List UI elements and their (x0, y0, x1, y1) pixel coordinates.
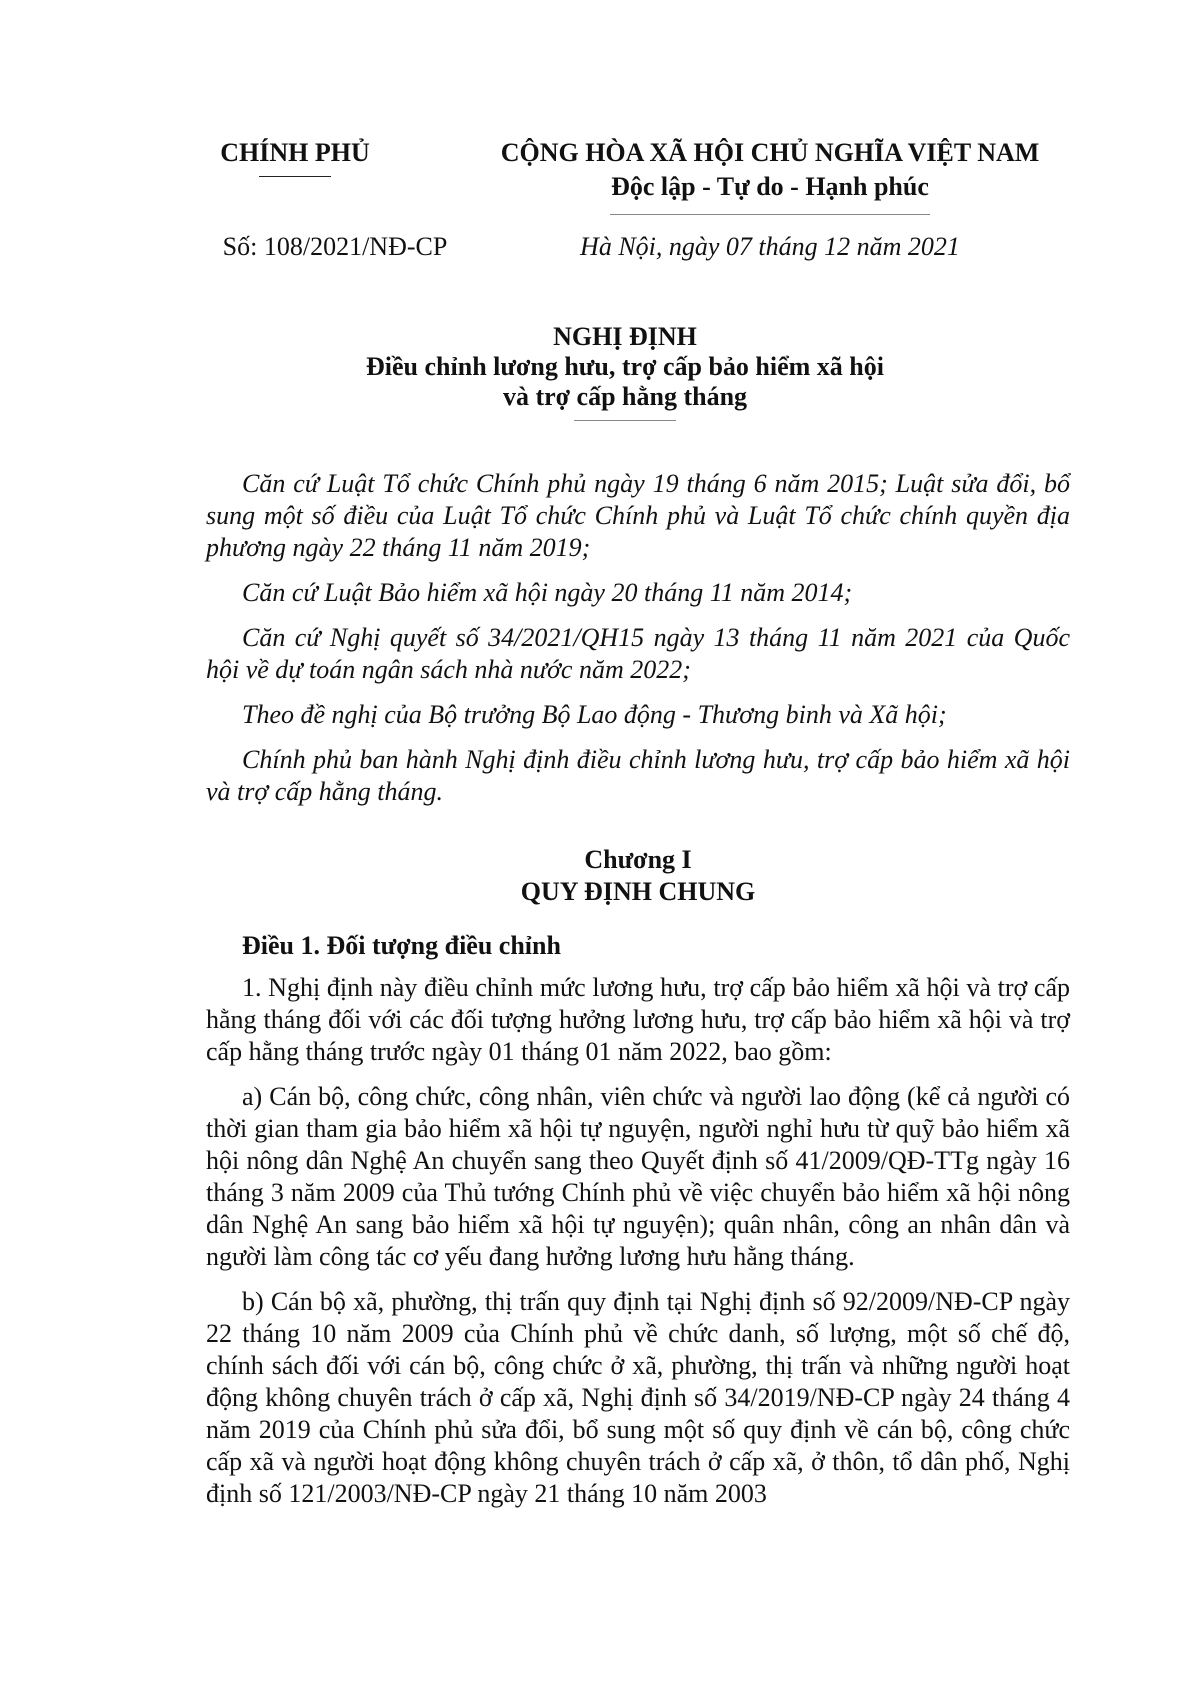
preamble-paragraph: Căn cứ Luật Bảo hiểm xã hội ngày 20 tháng 11 năm 2014; (242, 578, 853, 607)
issuing-agency-block (210, 136, 380, 177)
document-title-block (185, 322, 1065, 421)
article-heading: Điều 1. Đối tượng điều chỉnh (242, 931, 561, 960)
preamble-paragraph: Căn cứ Nghị quyết số 34/2021/QH15 ngày 13 tháng 11 năm 2021 của Quốc hội về dự toán ngân sách nhà nước năm 2022; (206, 623, 1070, 684)
chapter-heading (206, 844, 1070, 908)
preamble-paragraph: Chính phủ ban hành Nghị định điều chỉnh lương hưu, trợ cấp bảo hiểm xã hội và trợ cấp hằng tháng. (206, 745, 1070, 806)
motto-underline (610, 214, 930, 215)
document-number: Số: 108/2021/NĐ-CP (222, 232, 448, 261)
preamble-paragraph: Căn cứ Luật Tổ chức Chính phủ ngày 19 tháng 6 năm 2015; Luật sửa đổi, bổ sung một số điều của Luật Tổ chức Chính phủ và Luật Tổ chức chính quyền địa phương ngày 22 tháng 11 năm 2019; (206, 469, 1070, 562)
date-line: Hà Nội, ngày 07 tháng 12 năm 2021 (580, 232, 960, 261)
article-point-b: b) Cán bộ xã, phường, thị trấn quy định tại Nghị định số 92/2009/NĐ-CP ngày 22 tháng 10 năm 2009 của Chính phủ về chức danh, số lượng, một số chế độ, chính sách đối với cán bộ, công chức ở xã, phường, thị trấn và những người hoạt động không chuyên trách ở cấp xã, Nghị định số 34/2019/NĐ-CP ngày 24 tháng 4 năm 2019 của Chính phủ sửa đổi, bổ sung một số quy định về cán bộ, công chức cấp xã và người hoạt động không chuyên trách ở cấp xã, ở thôn, tổ dân phố, Nghị định số 121/2003/NĐ-CP ngày 21 tháng 10 năm 2003 (206, 1287, 1070, 1508)
document-body (206, 468, 1070, 1523)
document-type: NGHỊ ĐỊNH (553, 322, 697, 351)
agency-underline (259, 176, 331, 177)
national-motto: Độc lập - Tự do - Hạnh phúc (611, 172, 929, 201)
national-header-block (470, 136, 1070, 215)
preamble-paragraph: Theo đề nghị của Bộ trưởng Bộ Lao động - Thương binh và Xã hội; (242, 700, 947, 729)
article-point-a: a) Cán bộ, công chức, công nhân, viên chức và người lao động (kể cả người có thời gian tham gia bảo hiểm xã hội tự nguyện, người nghỉ hưu từ quỹ bảo hiểm xã hội nông dân Nghệ An chuyển sang theo Quyết định số 41/2009/QĐ-TTg ngày 16 tháng 3 năm 2009 của Thủ tướng Chính phủ về việc chuyển bảo hiểm xã hội nông dân Nghệ An sang bảo hiểm xã hội tự nguyện); quân nhân, công an nhân dân và người làm công tác cơ yếu đang hưởng lương hưu hằng tháng. (206, 1082, 1070, 1271)
article-clause: 1. Nghị định này điều chỉnh mức lương hưu, trợ cấp bảo hiểm xã hội và trợ cấp hằng tháng đối với các đối tượng hưởng lương hưu, trợ cấp bảo hiểm xã hội và trợ cấp hằng tháng trước ngày 01 tháng 01 năm 2022, bao gồm: (206, 973, 1070, 1066)
document-subject-line-1: Điều chỉnh lương hưu, trợ cấp bảo hiểm xã hội (366, 352, 884, 381)
issuing-agency: CHÍNH PHỦ (220, 138, 370, 167)
document-subject-line-2: và trợ cấp hằng tháng (502, 382, 748, 411)
chapter-name: QUY ĐỊNH CHUNG (520, 877, 756, 906)
title-underline (574, 420, 676, 421)
country-name: CỘNG HÒA XÃ HỘI CHỦ NGHĨA VIỆT NAM (500, 138, 1040, 167)
chapter-number: Chương I (584, 845, 692, 874)
